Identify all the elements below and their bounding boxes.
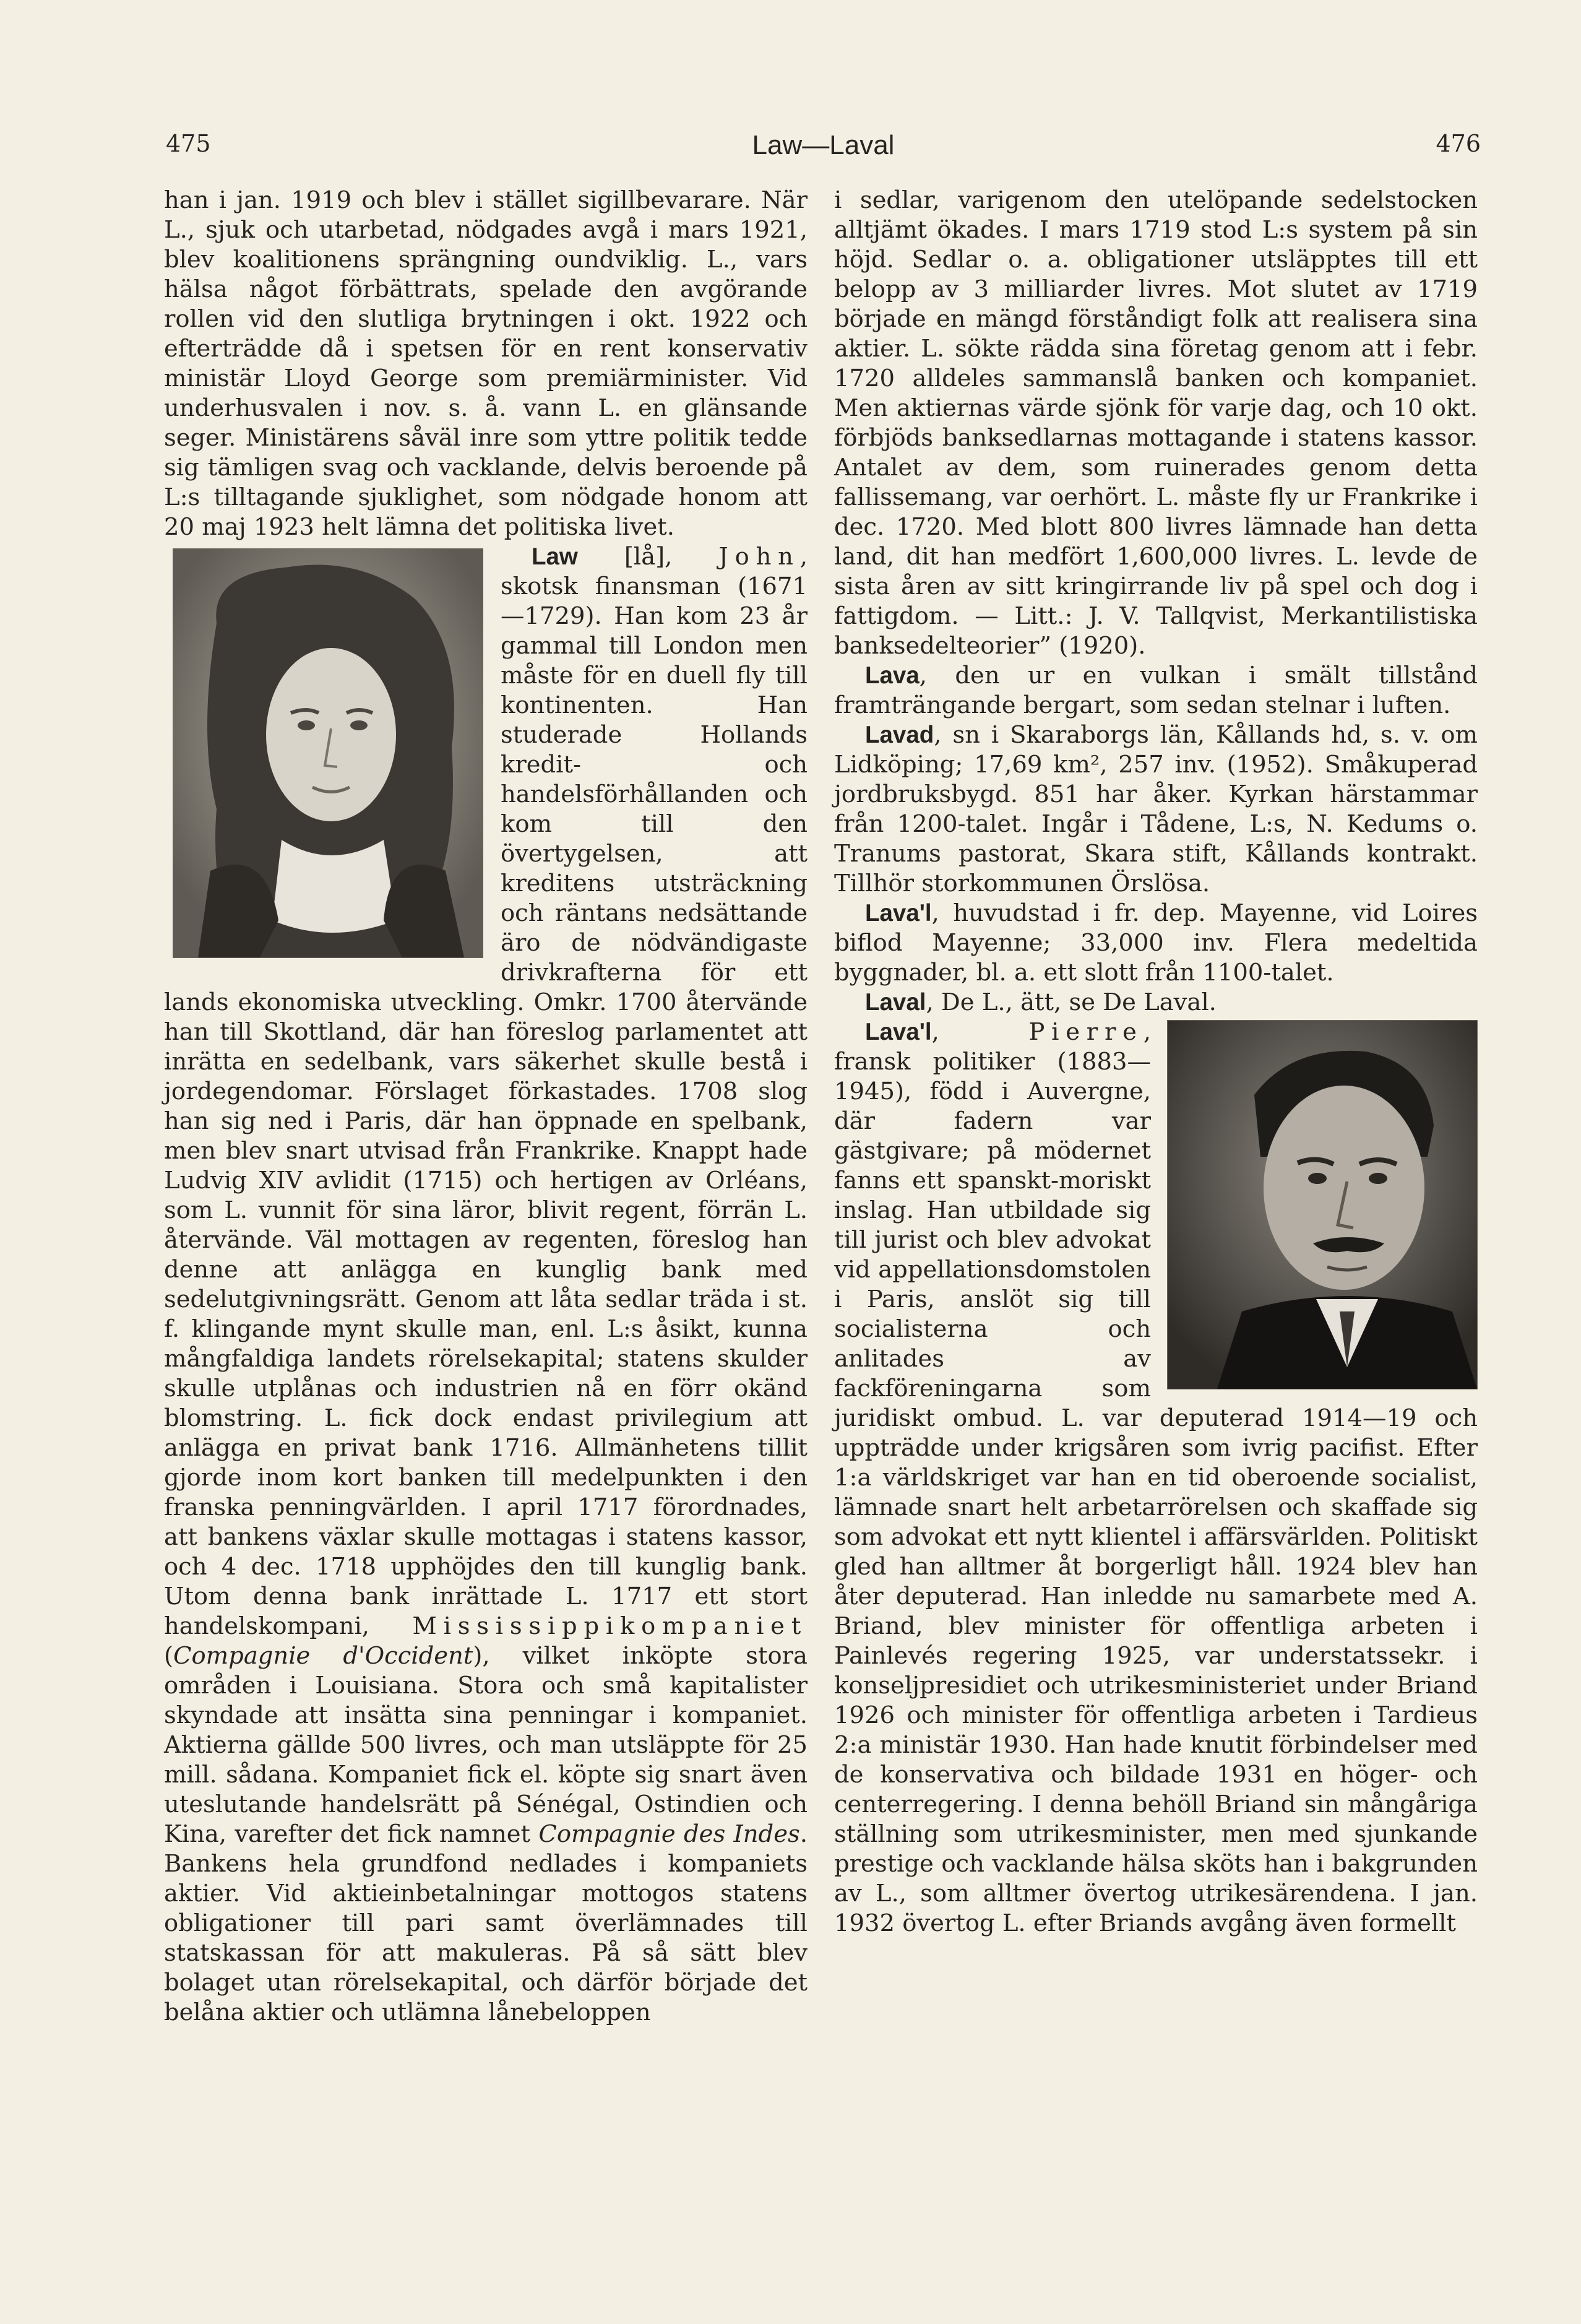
entry-text-part: . Bankens hela grundfond nedlades i kompaniets aktier. Vid aktieinbetalningar mottogos statens obligationer till pari samt överlämnades till statskassan för att makuleras. På så sätt blev bolaget utan rörelsekapital, och därför började det belåna aktier och utlämna lånebeloppen [164, 1820, 808, 2026]
entry-laval-pierre [834, 1017, 1478, 1938]
page-header [166, 130, 1481, 173]
given-name-pierre: Pierre [1028, 1018, 1144, 1046]
italic-compagnie-occident: Compagnie d'Occident [173, 1642, 473, 1670]
portrait-laval [1167, 1020, 1478, 1389]
headword-laval-pierre: Lava'l [865, 1019, 932, 1045]
left-column [164, 186, 808, 2028]
portrait-law [173, 548, 483, 958]
headword-laval-family: Laval [865, 989, 926, 1016]
page-number-left: 475 [166, 130, 211, 157]
entry-lava [834, 661, 1478, 720]
entry-continuation-text: han i jan. 1919 och blev i stället sigillbevarare. När L., sjuk och utarbetad, nödgades avgå i mars 1921, blev koalitionens sprängning oundviklig. L., vars hälsa något förbättrats, spelade den avgörande rollen vid den slutliga brytningen i okt. 1922 och efterträdde då i spetsen för en rent konservativ ministär Lloyd George som premiärminister. Vid underhusvalen i nov. s. å. vann L. en glänsande seger. Ministärens såväl inre som yttre politik tedde sig tämligen svag och vacklande, delvis beroende på L:s tilltagande sjuklighet, som nödgade honom att 20 maj 1923 helt lämna det politiska livet. [164, 186, 808, 541]
entry-lavad [834, 720, 1478, 899]
headword-laval-town: Lava'l [865, 900, 932, 927]
entry-law-john [164, 542, 808, 2028]
company-name-mississippi: Mississippikompaniet [412, 1612, 808, 1640]
entry-text-part: , [931, 1018, 1029, 1046]
headword-lavad: Lavad [865, 722, 934, 748]
entry-text-part: ( [164, 1642, 174, 1670]
entry-laval-town [834, 899, 1478, 988]
headword-lava: Lava [865, 662, 920, 689]
pronunciation: [lå], [577, 543, 719, 571]
headword-law: Law [532, 543, 578, 570]
running-head: Law—Laval [752, 130, 895, 160]
entry-text: , den ur en vulkan i smält tillstånd framträngande bergart, som sedan stelnar i luften. [834, 662, 1478, 719]
italic-compagnie-indes: Compagnie des Indes [538, 1820, 800, 1848]
entry-text: , sn i Skaraborgs län, Kållands hd, s. v. om Lidköping; 17,69 km², 257 inv. (1952). Småkuperad jordbruksbygd. 851 har åker. Kyrkan härstammar från 1200-talet. Ingår i Tådene, L:s, N. Kedums o. Tranums pastorat, Skara stift, Kållands kontrakt. Tillhör storkommunen Örslösa. [834, 721, 1478, 897]
entry-text: , De L., ätt, se De Laval. [926, 988, 1217, 1016]
entry-text: , huvudstad i fr. dep. Mayenne, vid Loires biflod Mayenne; 33,000 inv. Flera medeltida byggnader, bl. a. ett slott från 1100-talet. [834, 899, 1478, 987]
right-column [834, 186, 1478, 1938]
entry-text-part: , skotsk finansman (1671—1729). Han kom 23 år gammal till London men måste för en duell fly till kontinenten. Han studerade Hollands kredit- och handelsförhållanden och kom till den övertygelsen, att kreditens utsträckning och räntans nedsättande äro de nödvändigaste drivkrafterna för ett lands ekonomiska utveckling. Omkr. 1700 återvände han till Skottland, där han föreslog parlamentet att inrätta en sedelbank, vars säkerhet skulle bestå i jordegendomar. Förslaget förkastades. 1708 slog han sig ned i Paris, där han öppnade en spelbank, men blev snart utvisad från Frankrike. Knappt hade Ludvig XIV avlidit (1715) och hertigen av Orléans, som L. vunnit för sina läror, blivit regent, förrän L. återvände. Väl mottagen av regenten, föreslog han denne att anlägga en kunglig bank med sedelutgivningsrätt. Genom att låta sedlar träda i st. f. klingande mynt skulle man, enl. L:s åsikt, kunna mångfaldiga landets rörelsekapital; statens skulder skulle utplånas och industrien nå en förr okänd blomstring. L. fick dock endast privilegium att anlägga en privat bank 1716. Allmänhetens tillit gjorde inom kort banken till medelpunkten i den franska penningvärlden. I april 1717 förordnades, att bankens växlar skulle mottagas i statens kassor, och 4 dec. 1718 upphöjdes den till kunglig bank. Utom denna bank inrättade L. 1717 ett stort handelskompani, [164, 543, 808, 1640]
entry-text-part: ), vilket inköpte stora områden i Louisiana. Stora och små kapitalister skyndade att insätta sina penningar i kompaniet. Aktierna gällde 500 livres, och man utsläppte för 25 mill. sådana. Kompaniet fick el. köpte sig snart även uteslutande handelsrätt på Sénégal, Ostindien och Kina, varefter det fick namnet [164, 1642, 808, 1848]
entry-text: , fransk politiker (1883—1945), född i Auvergne, där fadern var gästgivare; på mödernet fanns ett spanskt-moriskt inslag. Han utbildade sig till jurist och blev advokat vid appellationsdomstolen i Paris, anslöt sig till socialisterna och anlitades av fackföreningarna som juridiskt ombud. L. var deputerad 1914—19 och uppträdde under krigsåren som ivrig pacifist. Efter 1:a världskriget var han en tid oberoende socialist, lämnade snart helt arbetarrörelsen och skaffade sig som advokat ett nytt klientel i affärsvärlden. Politiskt gled han alltmer åt borgerligt håll. 1924 blev han åter deputerad. Han inledde nu samarbete med A. Briand, blev minister för offentliga arbeten i Painlevés regering 1925, var understatssekr. i konseljpresidiet och utrikesministeriet under Briand 1926 och minister för offentliga arbeten i Tardieus 2:a ministär 1930. Han hade knutit förbindelser med de konservativa och bildade 1931 en höger- och centerregering. I denna behöll Briand sin mångåriga ställning som utrikesminister, men med sjunkande prestige och vacklande hälsa sköts han i bakgrunden av L., som alltmer övertog utrikesärendena. I jan. 1932 övertog L. efter Briands avgång även formellt [834, 1018, 1478, 1937]
page-number-right: 476 [1436, 130, 1481, 157]
law-continuation-text: i sedlar, varigenom den utelöpande sedelstocken alltjämt ökades. I mars 1719 stod L:s system på sin höjd. Sedlar o. a. obligationer utsläpptes till ett belopp av 3 milliarder livres. Mot slutet av 1719 började en mängd förståndigt folk att realisera sina aktier. L. sökte rädda sina företag genom att i febr. 1720 alldeles sammanslå banken och kompaniet. Men aktiernas värde sjönk för varje dag, och 10 okt. förbjöds banksedlarnas mottagande i statens kassor. Antalet av dem, som ruinerades genom detta fallissemang, var oerhört. L. måste fly ur Frankrike i dec. 1720. Med blott 800 livres lämnade han detta land, dit han medfört 1,600,000 livres. L. levde de sista åren av sitt kringirrande liv på spel och dog i fattigdom. — Litt.: J. V. Tallqvist, Merkantilistiska banksedelteorier” (1920). [834, 186, 1478, 660]
entry-laval-family [834, 988, 1478, 1017]
given-name-john: John [718, 543, 800, 571]
